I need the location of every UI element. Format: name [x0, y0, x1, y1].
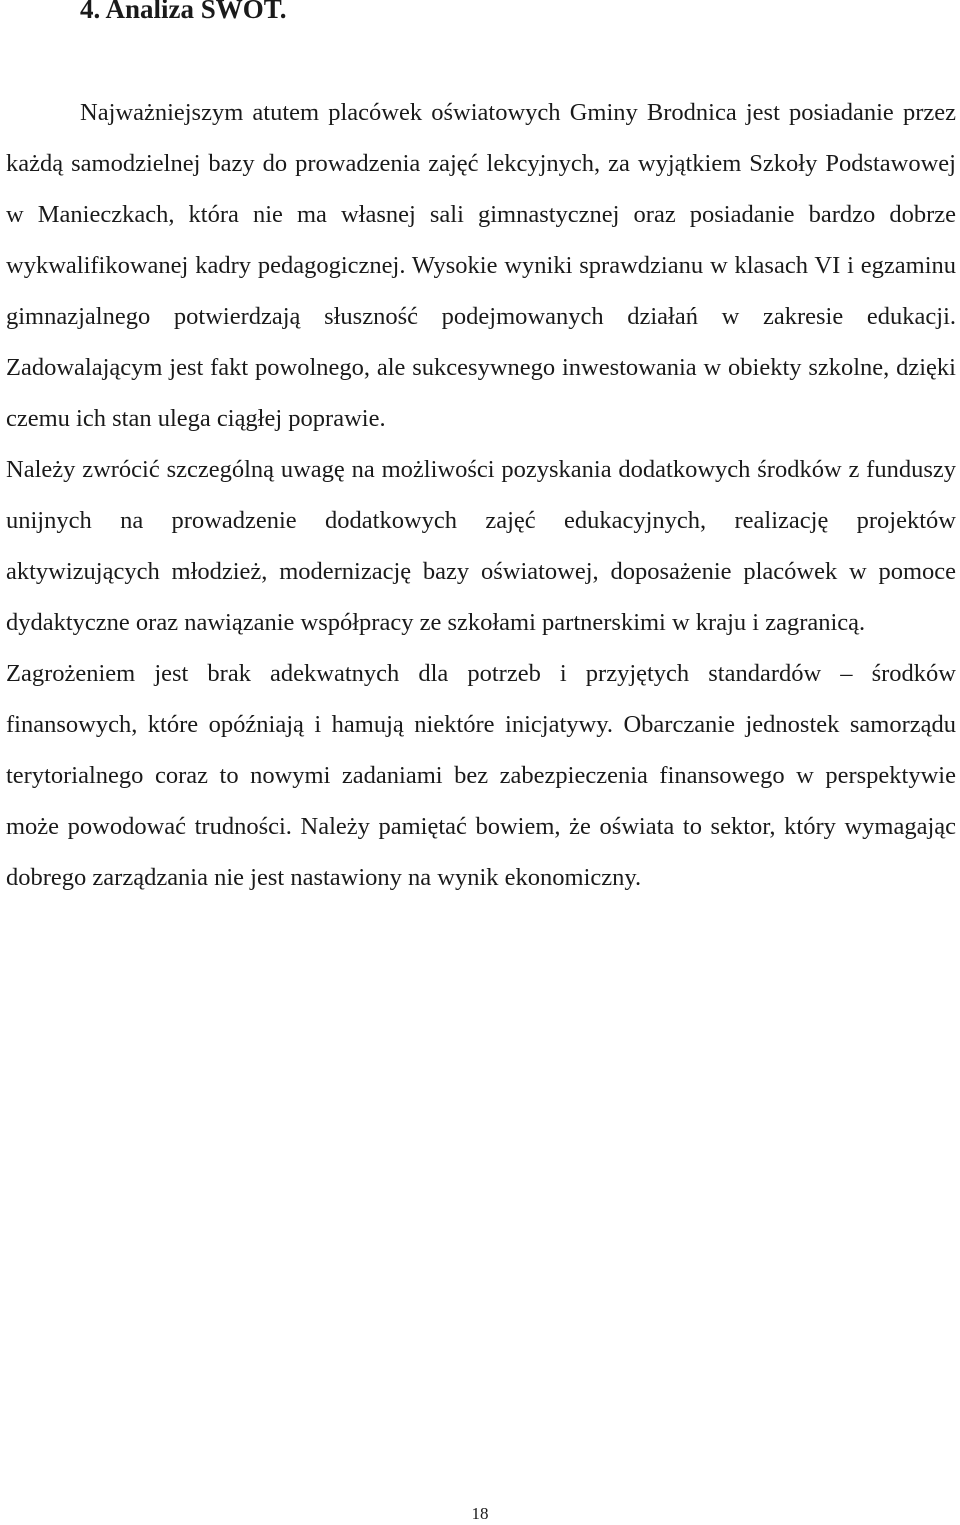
paragraph-opportunities: Należy zwrócić szczególną uwagę na możliwości pozyskania dodatkowych środków z funduszy unijnych na prowadzenie dodatkowych zajęć edukacyjnych, realizację projektów aktywizujących młodzież, modernizację bazy oświatowej, doposażenie placówek w pomoce dydaktyczne oraz nawiązanie współpracy ze szkołami partnerskimi w kraju i zagranicą. [6, 456, 956, 636]
page-number: 18 [471, 1504, 489, 1523]
section-heading: 4. Analiza SWOT. [80, 0, 287, 24]
paragraph-strengths: Najważniejszym atutem placówek oświatowych Gminy Brodnica jest posiadanie przez każdą samodzielnej bazy do prowadzenia zajęć lekcyjnych, za wyjątkiem Szkoły Podstawowej w Manieczkach, która nie ma własnej sali gimnastycznej oraz posiadanie bardzo dobrze wykwalifikowanej kadry pedagogicznej. Wysokie wyniki sprawdzianu w klasach VI i egzaminu gimnazjalnego potwierdzają słuszność podejmowanych działań w zakresie edukacji. Zadowalającym jest fakt powolnego, ale sukcesywnego inwestowania w obiekty szkolne, dzięki czemu ich stan ulega ciągłej poprawie. [6, 99, 956, 432]
body-text [6, 87, 956, 903]
paragraph-threats: Zagrożeniem jest brak adekwatnych dla potrzeb i przyjętych standardów – środków finansowych, które opóźniają i hamują niektóre inicjatywy. Obarczanie jednostek samorządu terytorialnego coraz to nowymi zadaniami bez zabezpieczenia finansowego w perspektywie może powodować trudności. Należy pamiętać bowiem, że oświata to sektor, który wymagając dobrego zarządzania nie jest nastawiony na wynik ekonomiczny. [6, 660, 956, 891]
